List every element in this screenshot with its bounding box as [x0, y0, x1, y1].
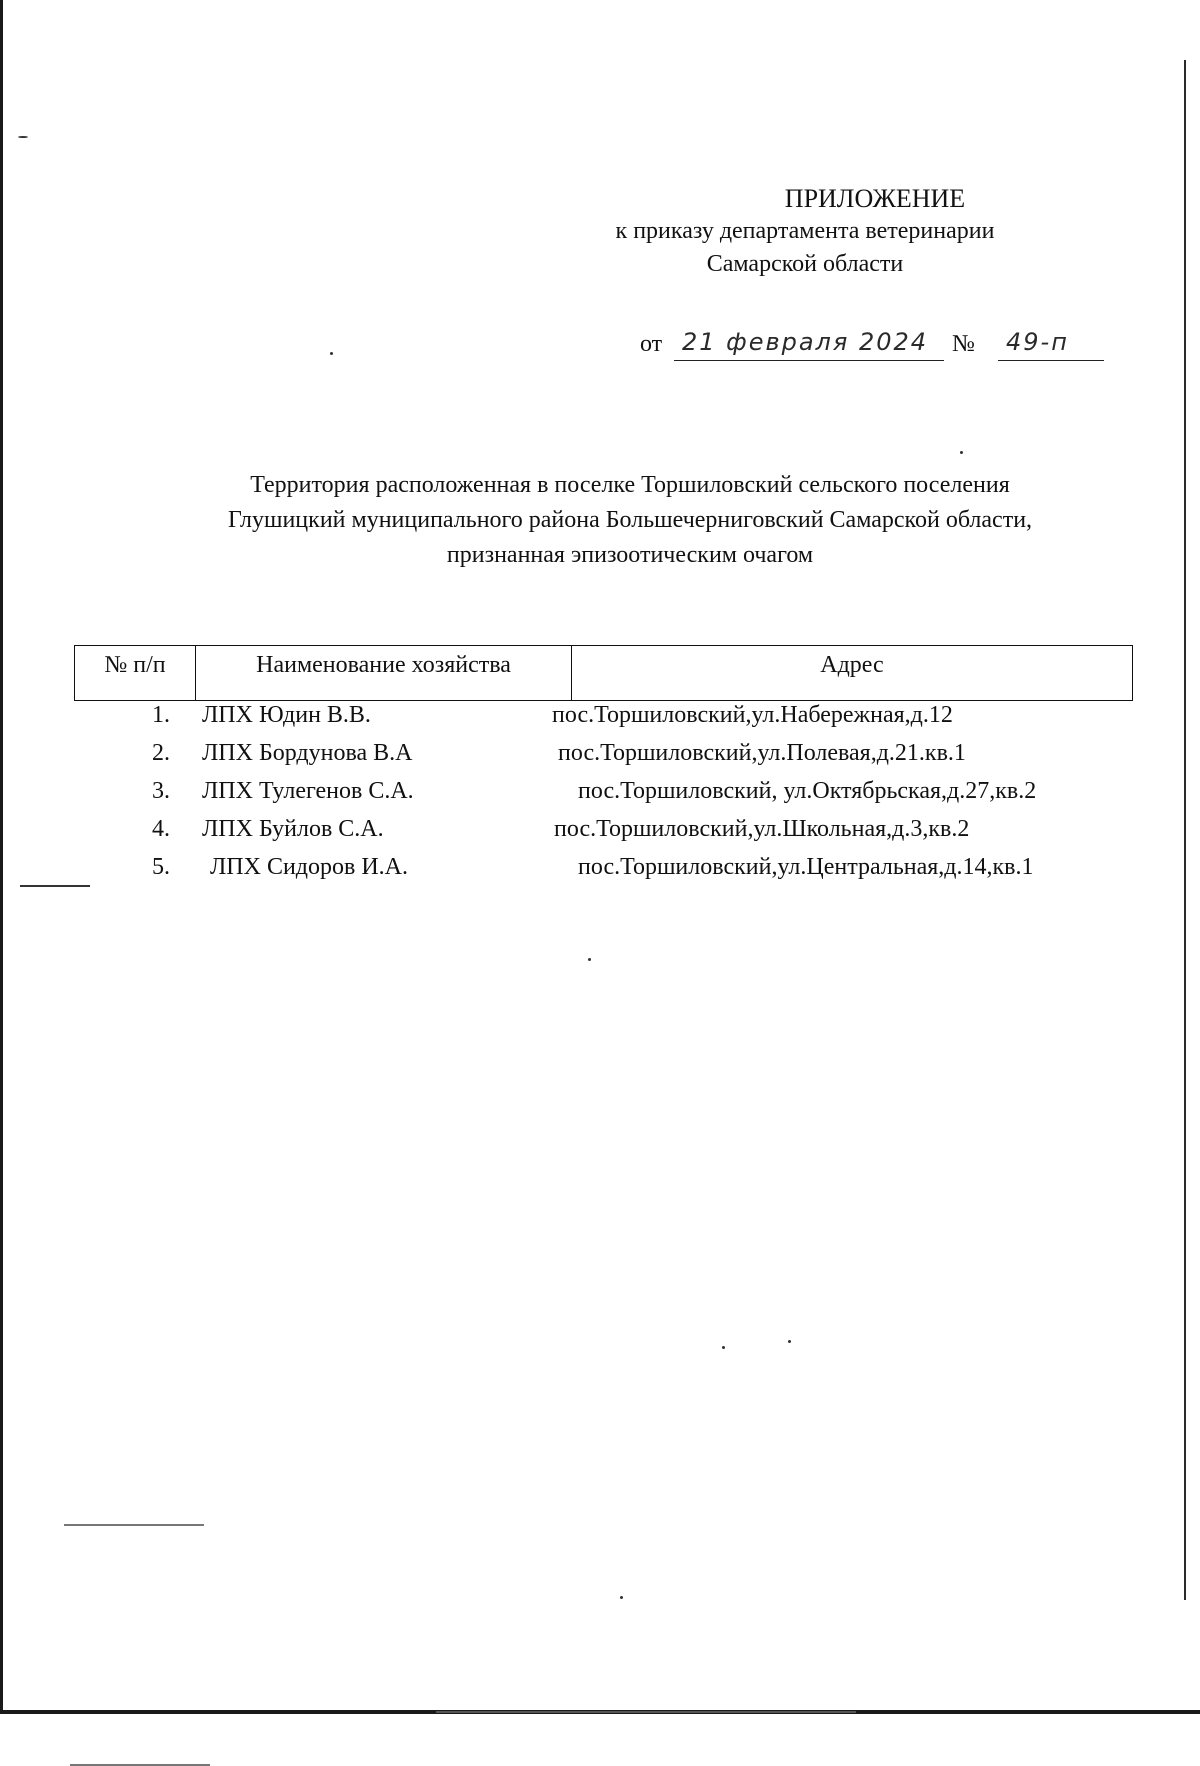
row-address: пос.Торшиловский,ул.Набережная,д.12: [552, 702, 953, 728]
row-number: 1.: [152, 702, 170, 728]
order-from-label: от: [640, 331, 663, 357]
row-number: 3.: [152, 778, 170, 804]
scan-speck: [722, 1346, 725, 1349]
row-farm-name: ЛПХ Юдин В.В.: [202, 702, 371, 728]
scan-speck: [620, 1596, 623, 1599]
table-row: [0, 778, 1200, 814]
column-header-number: № п/п: [75, 646, 196, 701]
appendix-line-1: к приказу департамента ветеринарии: [615, 218, 995, 244]
document-heading: [110, 468, 1150, 573]
column-header-name: Наименование хозяйства: [196, 646, 572, 701]
row-address: пос.Торшиловский,ул.Центральная,д.14,кв.1: [578, 854, 1034, 880]
table-row: [0, 702, 1200, 738]
row-farm-name: ЛПХ Буйлов С.А.: [202, 816, 384, 842]
heading-line-3: признанная эпизоотическим очагом: [446, 542, 814, 568]
farms-table-header: [74, 645, 1133, 701]
table-row: [0, 740, 1200, 776]
order-date-handwritten: 21 февраля 2024: [682, 328, 929, 356]
scan-speck: [588, 958, 591, 961]
appendix-block: [575, 182, 1035, 281]
row-address: пос.Торшиловский, ул.Октябрьская,д.27,кв.2: [578, 778, 1037, 804]
number-underline: [998, 360, 1104, 361]
heading-line-2: Глушицкий муниципального района Большечерниговский Самарской области,: [227, 507, 1033, 533]
row-number: 5.: [152, 854, 170, 880]
row-farm-name: ЛПХ Сидоров И.А.: [210, 854, 408, 880]
scan-speck: [436, 1711, 856, 1713]
table-row: [0, 816, 1200, 852]
scan-speck: [18, 136, 28, 138]
heading-line-1: Территория расположенная в поселке Торшиловский сельского поселения: [250, 472, 1010, 498]
scan-speck: [788, 1340, 791, 1343]
order-number-handwritten: 49-п: [1006, 328, 1069, 356]
appendix-title: ПРИЛОЖЕНИЕ: [784, 184, 966, 213]
scan-speck: [960, 451, 963, 454]
row-address: пос.Торшиловский,ул.Полевая,д.21.кв.1: [558, 740, 966, 766]
column-header-address: Адрес: [572, 646, 1133, 701]
appendix-line-2: Самарской области: [706, 251, 904, 277]
table-row: [0, 854, 1200, 890]
date-underline: [674, 360, 944, 361]
row-farm-name: ЛПХ Тулегенов С.А.: [202, 778, 414, 804]
row-number: 2.: [152, 740, 170, 766]
row-number: 4.: [152, 816, 170, 842]
scan-speck: [64, 1524, 204, 1526]
order-number-label: №: [952, 331, 975, 357]
row-address: пос.Торшиловский,ул.Школьная,д.3,кв.2: [554, 816, 970, 842]
scan-speck: [330, 352, 333, 355]
order-reference: [640, 328, 1130, 362]
row-farm-name: ЛПХ Бордунова В.А: [202, 740, 413, 766]
